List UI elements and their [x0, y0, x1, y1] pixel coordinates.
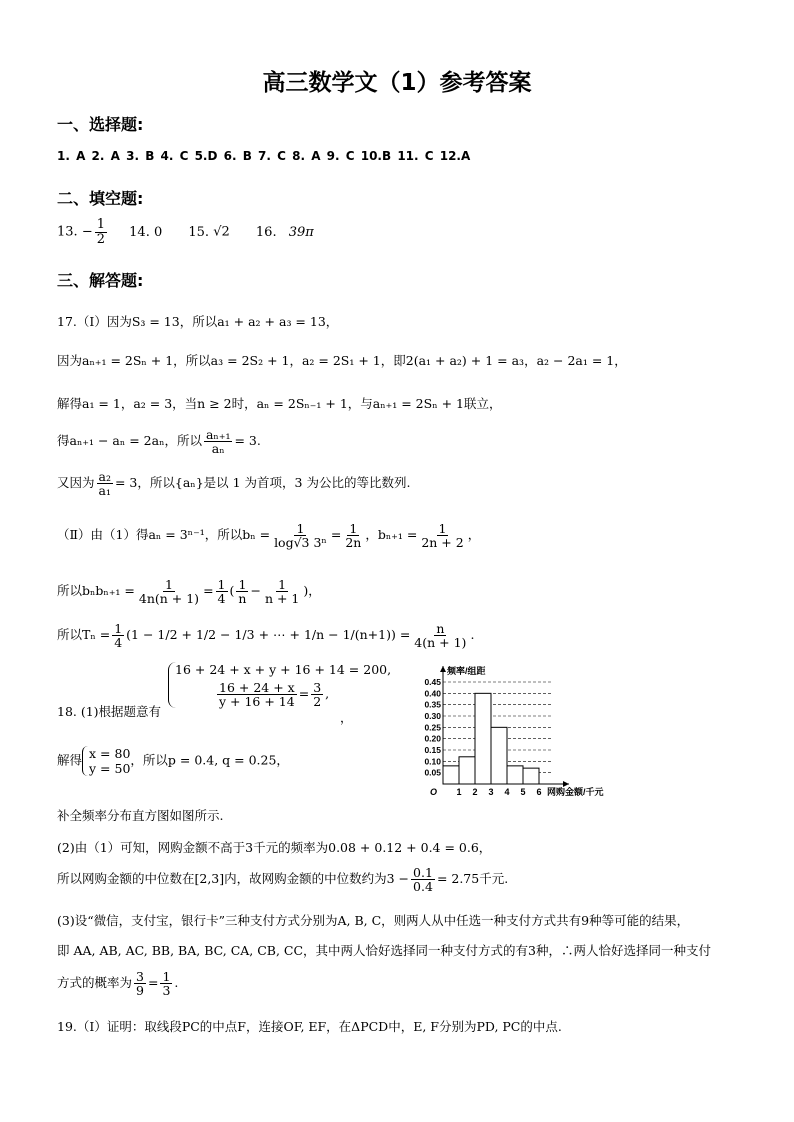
q15-value: √2 [213, 224, 230, 240]
q18-label: 18. (1)根据题意有 [57, 704, 162, 719]
origin-label: O [429, 787, 437, 797]
q14-answer: 14. 0 [129, 224, 163, 240]
q16-label: 16. [255, 224, 277, 240]
q18-median-den: 0.4 [413, 879, 433, 895]
q18-equation-2 [175, 681, 391, 708]
y-tick-label: 0.25 [424, 722, 441, 733]
q17-line-8-tail: . [470, 627, 475, 643]
q18-prob-fraction-1 [134, 970, 146, 997]
q18-part3-line-2: 即 AA, AB, AC, BB, BA, BC, CA, CB, CC，其中两人恰好选择同一种支付方式的有3种，∴两人恰好选择同一种支付 [57, 943, 712, 958]
q18-prob-tail: . [174, 975, 179, 991]
page-title: 高三数学文（1）参考答案 [262, 70, 532, 96]
q18-solve-tail: ，所以p = 0.4, q = 0.25， [130, 752, 289, 768]
q17-product-text: 所以bₙbₙ₊₁ = [57, 583, 135, 599]
y-tick-label: 0.35 [424, 699, 441, 710]
q18-median-fraction [411, 866, 435, 893]
q17-tn-den: 4(n + 1) [414, 635, 467, 651]
q18-part2-line-2 [57, 866, 508, 893]
q17-a1-den: a₁ [98, 483, 111, 499]
q16-value: 39π [288, 224, 314, 240]
q17-line-4-tail: = 3. [234, 433, 261, 449]
q17-1n1-fraction [263, 578, 301, 605]
q17-line-2: 因为aₙ₊₁ = 2Sₙ + 1，所以a₃ = 2S₂ + 1，a₂ = 2S₁ + 1，即2(a₁ + a₂) + 1 = a₃，a₂ − 2a₁ = 1， [57, 353, 627, 368]
histogram-bar [475, 693, 491, 784]
q17-product-num: 1 [164, 577, 173, 592]
q17-bn2-den: 2n [345, 535, 362, 551]
q18-ratio-den: 2 [313, 694, 322, 710]
q18-prob-fraction-2 [160, 970, 172, 997]
q18-eq2-ratio [311, 681, 323, 708]
q17-1n1-num: 1 [278, 577, 287, 592]
q18-equation-1: 16 + 24 + x + y + 16 + 14 = 200, [175, 662, 392, 677]
q18-solution-x: x = 80 [89, 746, 131, 761]
q18-system [168, 662, 391, 708]
x-axis-label: 网购金额/千元 [547, 787, 604, 797]
q18-prob-text: 方式的概率为 [57, 975, 133, 991]
q18-part2-line-1: (2)由（1）可知，网购金额不高于3千元的频率为0.08 + 0.12 + 0.4 = 0.6， [57, 840, 492, 855]
x-tick-label: 2 [472, 787, 478, 797]
q17-line-4 [57, 428, 261, 455]
q13-numerator: 1 [96, 217, 106, 232]
x-tick-label: 4 [504, 787, 510, 797]
q18-eq2-comma: , [325, 686, 330, 702]
q18-solution-system [82, 746, 130, 776]
q17-bn1-den: 2n + 2 [421, 535, 464, 551]
q17-bn1-num: 1 [438, 521, 447, 536]
q17-line-4-text: 得aₙ₊₁ − aₙ = 2aₙ，所以 [57, 433, 202, 449]
y-axis-label: 频率/组距 [447, 666, 486, 676]
q17-bn-num: 1 [296, 521, 305, 536]
q17-bn1-fraction [419, 522, 465, 549]
x-tick-label: 1 [456, 787, 462, 797]
q18-median-num: 0.1 [413, 865, 433, 880]
q18-median-text: 所以网购金额的中位数在[2,3]内，故网购金额的中位数约为3 − [57, 871, 410, 887]
q17-line-1: 17.（Ⅰ）因为S₃ = 13，所以a₁ + a₂ + a₃ = 13， [57, 314, 339, 329]
q17-bn-simplified [343, 522, 363, 549]
q17-sum-text: 所以Tₙ = [57, 627, 111, 643]
y-tick-label: 0.15 [424, 745, 441, 755]
histogram-bar [443, 766, 459, 784]
q17-bn2-num: 1 [349, 521, 358, 536]
q17-ratio-den: aₙ [211, 441, 225, 457]
q17-quarter-fraction-2 [112, 622, 124, 649]
y-tick-label: 0.05 [424, 767, 441, 778]
q17-a2a1-fraction [97, 470, 113, 497]
q18-comma: ， [340, 710, 353, 725]
q18-prob-den-2: 3 [162, 983, 171, 999]
q18-solution-y: y = 50 [89, 761, 131, 776]
q17-line-5 [57, 470, 410, 497]
q17-tn-fraction [412, 622, 468, 649]
y-tick-label: 0.20 [424, 733, 441, 744]
x-tick-label: 6 [536, 787, 542, 797]
q18-solve-label: 解得 [57, 752, 83, 768]
q17-equals: = [330, 527, 342, 543]
q19-line-1: 19.（Ⅰ）证明：取线段PC的中点F，连接OF, EF，在ΔPCD中，E, F分别为PD, PC的中点. [57, 1019, 562, 1034]
q17-ratio-fraction [204, 428, 232, 455]
q17-line-7-tail: )， [303, 583, 321, 599]
q17-bn-fraction [272, 522, 329, 549]
section-heading-solutions: 三、解答题: [57, 271, 144, 290]
q17-part2-text: （Ⅱ）由（1）得aₙ = 3ⁿ⁻¹，所以bₙ = [57, 527, 271, 543]
q17-1n1-den: n + 1 [264, 591, 300, 607]
histogram-bar [459, 757, 475, 784]
y-tick-label: 0.30 [424, 711, 441, 721]
q18-prob-den-1: 9 [136, 983, 144, 999]
choice-answers: 1. A 2. A 3. B 4. C 5.D 6. B 7. C 8. A 9. C 10.B 11. C 12.A [57, 149, 471, 163]
q17-ratio-num: aₙ₊₁ [205, 427, 231, 442]
q18-fill-note: 补全频率分布直方图如图所示. [57, 808, 224, 823]
y-axis-arrow [440, 666, 446, 672]
section-heading-choice: 一、选择题: [57, 115, 144, 134]
x-tick-label: 3 [488, 787, 494, 797]
q17-line-6 [57, 522, 480, 549]
q17-bn1-label: ，bₙ₊₁ = [365, 527, 418, 543]
q13-label: 13. [57, 224, 78, 240]
q17-a2-num: a₂ [98, 469, 111, 484]
histogram-bar [523, 768, 539, 784]
q17-telescoping: (1 − 1/2 + 1/2 − 1/3 + ⋯ + 1/n − 1/(n+1)) = [126, 627, 411, 643]
q17-bn-den: log√3 3ⁿ [274, 535, 327, 551]
q18-part3-line-3 [57, 970, 178, 997]
q18-median-result: = 2.75千元. [436, 871, 509, 887]
q17-line-5-tail: = 3，所以{aₙ}是以 1 为首项，3 为公比的等比数列. [114, 475, 411, 491]
y-tick-label: 0.10 [424, 756, 441, 767]
q13-denominator: 2 [96, 231, 106, 247]
q17-product-fraction [137, 578, 201, 605]
q17-quarter2-den: 4 [114, 635, 123, 651]
q18-prob-equals: = [147, 975, 159, 991]
y-tick-label: 0.40 [424, 688, 441, 699]
q17-tn-num: n [436, 621, 445, 636]
q18-eq2-equals: = [298, 686, 310, 702]
q18-prob-num-2: 1 [162, 969, 171, 984]
q17-line-3: 解得a₁ = 1，a₂ = 3，当n ≥ 2时，aₙ = 2Sₙ₋₁ + 1，与aₙ₊₁ = 2Sₙ + 1联立， [57, 396, 502, 411]
q18-part3-line-1: (3)设“微信，支付宝，银行卡”三种支付方式分别为A, B, C，则两人从中任选一种支付方式共有9种等可能的结果， [57, 913, 690, 928]
q18-equation-system [168, 662, 391, 708]
q17-equals-2: = [203, 583, 214, 599]
q17-1n-num: 1 [238, 577, 247, 592]
q17-product-den: 4n(n + 1) [138, 591, 200, 607]
q13-fraction [95, 218, 107, 246]
q17-quarter-den: 4 [217, 591, 226, 607]
q17-1n-fraction [236, 578, 248, 605]
q17-quarter-fraction [216, 578, 228, 605]
q17-quarter-num: 1 [217, 577, 226, 592]
y-tick-label: 0.45 [424, 677, 441, 687]
histogram-bar [507, 766, 523, 784]
q17-line-6-tail: ， [467, 527, 481, 543]
q18-eq2-num: 16 + 24 + x [219, 680, 295, 695]
q13-sign: − [81, 224, 93, 240]
section-heading-fill: 二、填空题: [57, 189, 144, 208]
fill-in-answers [57, 218, 314, 246]
q18-eq2-den: y + 16 + 14 [219, 694, 295, 710]
q18-ratio-num: 3 [313, 680, 322, 695]
q17-minus: − [250, 583, 261, 599]
q18-eq2-fraction [217, 681, 297, 708]
q17-paren-open: ( [229, 583, 235, 599]
q17-line-7 [57, 578, 321, 605]
histogram-bar [491, 727, 507, 784]
x-tick-label: 5 [520, 787, 526, 797]
frequency-histogram [415, 660, 625, 805]
q17-line-5-text: 又因为 [57, 475, 95, 491]
q18-prob-num-1: 3 [136, 969, 144, 984]
q18-solution [57, 746, 289, 776]
q17-line-8 [57, 622, 474, 649]
q17-quarter2-num: 1 [114, 621, 123, 636]
q15-label: 15. [188, 224, 210, 240]
q17-1n-den: n [238, 591, 247, 607]
